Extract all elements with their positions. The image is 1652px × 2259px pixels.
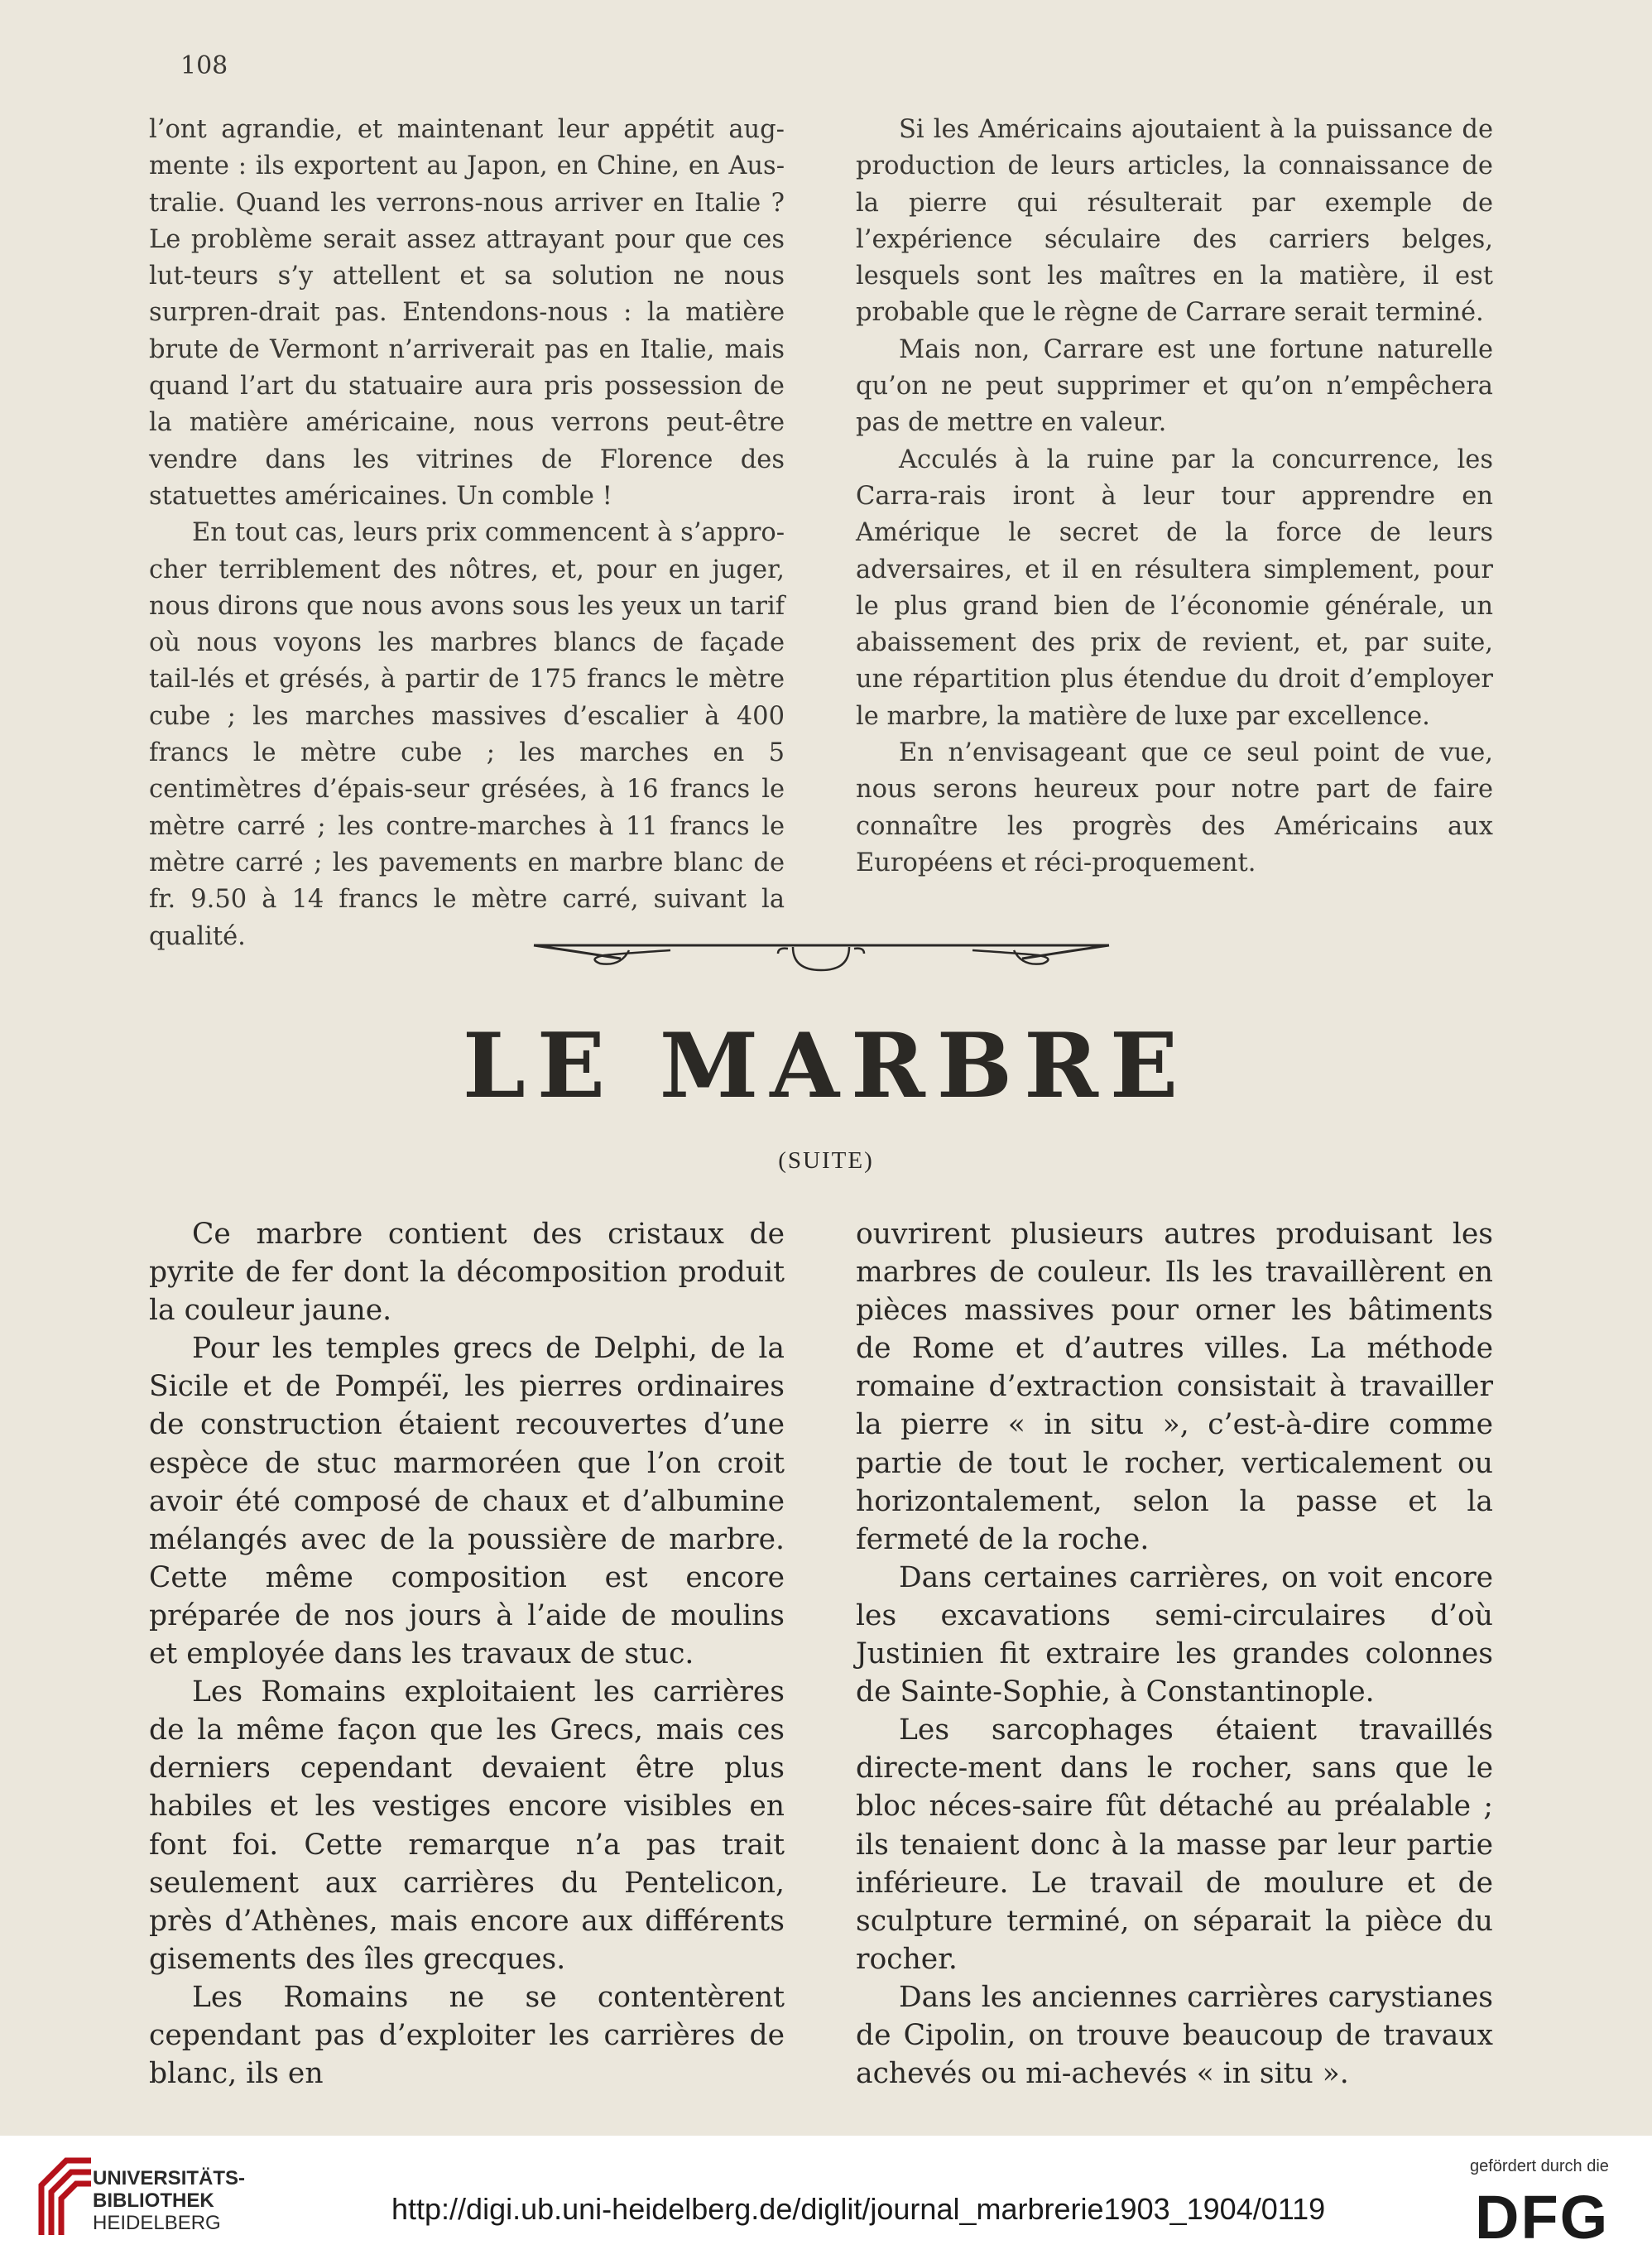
paragraph: En n’envisageant que ce seul point de vue, nous serons heureux pour notre part de faire connaître les progrès des Américains aux Européens et réci-proquement. — [856, 738, 1493, 877]
paragraph: Dans certaines carrières, on voit encore les excavations semi-circulaires d’où Justinien fit extraire les grandes colonnes de Sainte-Sophie, à Constantinople. — [856, 1560, 1493, 1709]
bottom-right-column — [856, 1215, 1493, 2093]
permalink-url[interactable]: http://digi.ub.uni-heidelberg.de/diglit/journal_marbrerie1903_1904/0119 — [391, 2192, 1326, 2226]
paragraph: Les Romains exploitaient les carrières de la même façon que les Grecs, mais ces derniers cependant devaient être plus habiles et les vestiges encore visibles en font foi. Cette remarque n’a pas trait seulement aux carrières du Pentelicon, près d’Athènes, mais encore aux différents gisements des îles grecques. — [149, 1675, 785, 1976]
paragraph: Si les Américains ajoutaient à la puissance de production de leurs articles, la connaissance de la pierre qui résulterait par exemple de l’expérience séculaire des carriers belges, lesquels sont les maîtres en la matière, il est probable que le règne de Carrare serait terminé. — [856, 115, 1493, 328]
funded-by-label: gefördert durch die — [1470, 2157, 1609, 2175]
article-title: LE MARBRE — [462, 1014, 1190, 1118]
article-subtitle: (SUITE) — [778, 1147, 874, 1174]
dfg-logo: DFG — [1475, 2183, 1610, 2252]
ornament-divider — [530, 927, 1113, 977]
paragraph: Pour les temples grecs de Delphi, de la Sicile et de Pompéï, les pierres ordinaires de construction étaient recouvertes d’une espèce de stuc marmoréen que l’on croit avoir été composé de chaux et d’albumine mélangés avec de la poussière de marbre. Cette même composition est encore préparée de nos jours à l’aide de moulins et employée dans les travaux de stuc. — [149, 1332, 785, 1671]
library-line: BIBLIOTHEK — [93, 2189, 214, 2212]
bottom-left-column — [149, 1215, 785, 2093]
top-left-column — [149, 112, 785, 955]
paragraph: l’ont agrandie, et maintenant leur appétit aug-mente : ils exportent au Japon, en Chine, en Aus-tralie. Quand les verrons-nous arriver en Italie ? Le problème serait assez attrayant pour que ces lut-teurs s’y attellent et sa solution ne nous surpren-drait pas. Entendons-nous : la matière brute de Vermont n’arriverait pas en Italie, mais quand l’art du statuaire aura pris possession de la matière américaine, nous verrons peut-être vendre dans les vitrines de Florence des statuettes américaines. Un comble ! — [149, 115, 785, 511]
library-line: HEIDELBERG — [93, 2212, 221, 2234]
paragraph: Dans les anciennes carrières carystianes de Cipolin, on trouve beaucoup de travaux achevés ou mi-achevés « in situ ». — [856, 1980, 1493, 2091]
library-name — [93, 2167, 245, 2234]
paragraph: ouvrirent plusieurs autres produisant les marbres de couleur. Ils les travaillèrent en pièces massives pour orner les bâtiments de Rome et d’autres villes. La méthode romaine d’extraction consistait à travailler la pierre « in situ », c’est-à-dire comme partie de tout le rocher, verticalement ou horizontalement, selon la passe et la fermeté de la roche. — [856, 1218, 1493, 1556]
paragraph: Mais non, Carrare est une fortune naturelle qu’on ne peut supprimer et qu’on n’empêchera pas de mettre en valeur. — [856, 334, 1493, 438]
paragraph: Les sarcophages étaient travaillés directe-ment dans le rocher, sans que le bloc néces-saire fût détaché au préalable ; ils tenaient donc à la masse par leur partie inférieure. Le travail de moulure et de sculpture terminé, on séparait la pièce du rocher. — [856, 1713, 1493, 1976]
page-number: 108 — [180, 51, 228, 80]
paragraph: Acculés à la ruine par la concurrence, les Carra-rais iront à leur tour apprendre en Amérique le secret de la force de leurs adversaires, et il en résultera simplement, pour le plus grand bien de l’économie générale, un abaissement des prix de revient, et, par suite, une répartition plus étendue du droit d’employer le marbre, la matière de luxe par excellence. — [856, 445, 1493, 731]
paragraph: En tout cas, leurs prix commencent à s’appro-cher terriblement des nôtres, et, pour en juger, nous dirons que nous avons sous les yeux un tarif où nous voyons les marbres blancs de façade tail-lés et grésés, à partir de 175 francs le mètre cube ; les marches massives d’escalier à 400 francs le mètre cube ; les marches en 5 centimètres d’épais-seur grésées, à 16 francs le mètre carré ; les contre-marches à 11 francs le mètre carré ; les pavements en marbre blanc de fr. 9.50 à 14 francs le mètre carré, suivant la qualité. — [149, 518, 785, 951]
top-right-column — [856, 112, 1493, 882]
paragraph: Les Romains ne se contentèrent cependant pas d’exploiter les carrières de blanc, ils en — [149, 1980, 785, 2091]
library-line: UNIVERSITÄTS- — [93, 2167, 246, 2189]
paragraph: Ce marbre contient des cristaux de pyrite de fer dont la décomposition produit la couleur jaune. — [149, 1218, 785, 1328]
